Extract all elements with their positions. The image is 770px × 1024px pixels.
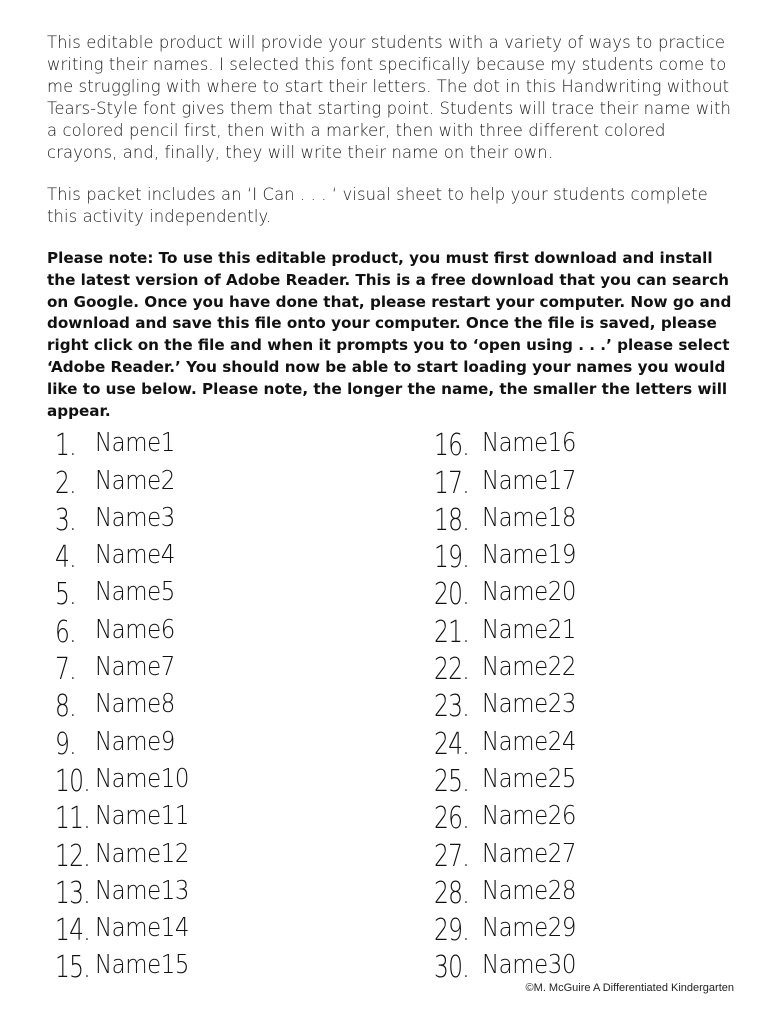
student-name-field[interactable]: Name15 — [95, 950, 189, 981]
intro-paragraph: This editable product will provide your students with a variety of ways to practice writing their names. I selected this font specifically because my students come to me struggling with where to start their letters. The dot in this Handwriting without Tears-Style font gives them that starting point. Students will trace their name with a colored pencil first, then with a marker, then with three different colored crayons, and, finally, they will write their name on their own. — [47, 33, 731, 162]
name-row — [55, 946, 395, 986]
row-number: 20. — [434, 577, 469, 613]
row-number: 1. — [55, 428, 76, 464]
student-name-field[interactable]: Name5 — [95, 577, 175, 608]
row-number: 27. — [434, 838, 469, 874]
name-row — [55, 424, 395, 464]
student-name-field[interactable]: Name28 — [482, 875, 576, 906]
name-row — [434, 946, 770, 986]
row-number: 19. — [434, 540, 469, 576]
student-name-field[interactable]: Name14 — [95, 913, 189, 944]
name-row — [434, 536, 770, 576]
student-name-field[interactable]: Name30 — [482, 950, 576, 981]
name-row — [434, 648, 770, 688]
student-name-field[interactable]: Name12 — [95, 838, 189, 869]
row-number: 4. — [55, 540, 76, 576]
student-name-field[interactable]: Name4 — [95, 540, 175, 571]
row-number: 12. — [55, 838, 90, 874]
student-name-field[interactable]: Name16 — [482, 428, 576, 459]
name-row — [434, 760, 770, 797]
row-number: 15. — [55, 950, 90, 986]
name-row — [55, 499, 395, 536]
student-name-field[interactable]: Name7 — [95, 652, 175, 683]
student-name-field[interactable]: Name19 — [482, 540, 576, 571]
row-number: 17. — [434, 465, 469, 501]
name-row — [55, 610, 395, 650]
row-number: 26. — [434, 801, 469, 837]
student-name-field[interactable]: Name25 — [482, 763, 576, 794]
student-name-field[interactable]: Name21 — [482, 614, 576, 645]
row-number: 14. — [55, 913, 90, 949]
row-number: 6. — [55, 614, 76, 650]
row-number: 10. — [55, 763, 90, 799]
name-row — [434, 461, 770, 501]
student-name-field[interactable]: Name2 — [95, 465, 175, 496]
student-name-field[interactable]: Name23 — [482, 689, 576, 720]
name-row — [55, 648, 395, 688]
student-name-field[interactable]: Name6 — [95, 614, 175, 645]
row-number: 9. — [55, 726, 76, 762]
student-name-field[interactable]: Name22 — [482, 652, 576, 683]
name-row — [434, 909, 770, 949]
student-name-field[interactable]: Name20 — [482, 577, 576, 608]
row-number: 30. — [434, 950, 469, 986]
name-row — [434, 610, 770, 650]
row-number: 29. — [434, 913, 469, 949]
name-row — [434, 722, 770, 762]
row-number: 16. — [434, 428, 469, 464]
student-name-field[interactable]: Name1 — [95, 428, 175, 459]
name-row — [434, 872, 770, 909]
student-name-field[interactable]: Name27 — [482, 838, 576, 869]
student-name-field[interactable]: Name18 — [482, 502, 576, 533]
row-number: 18. — [434, 502, 469, 538]
name-row — [434, 797, 770, 837]
row-number: 24. — [434, 726, 469, 762]
packet-paragraph: This packet includes an ‘I Can . . . ‘ visual sheet to help your students complete this activity independently. — [47, 185, 708, 226]
row-number: 25. — [434, 763, 469, 799]
name-row — [434, 424, 770, 464]
row-number: 23. — [434, 689, 469, 725]
student-name-field[interactable]: Name8 — [95, 689, 175, 720]
name-row — [55, 536, 395, 576]
name-row — [55, 685, 395, 725]
name-row — [55, 461, 395, 501]
student-name-field[interactable]: Name24 — [482, 726, 576, 757]
row-number: 7. — [55, 652, 76, 688]
row-number: 28. — [434, 875, 469, 911]
student-name-field[interactable]: Name9 — [95, 726, 175, 757]
student-name-field[interactable]: Name3 — [95, 502, 175, 533]
install-note: Please note: To use this editable product, you must first download and install the latest version of Adobe Reader. This is a free download that you can search on Google. Once you have done that, please restart your computer. Now go and download and save this file onto your computer. Once the file is saved, please right click on the file and when it prompts you to ‘open using . . .’ please select ‘Adobe Reader.’ You should now be able to start loading your names you would like to use below. Please note, the longer the name, the smaller the letters will appear. — [47, 249, 732, 420]
student-name-field[interactable]: Name11 — [95, 801, 189, 832]
student-name-field[interactable]: Name26 — [482, 801, 576, 832]
row-number: 11. — [55, 801, 90, 837]
student-name-field[interactable]: Name13 — [95, 875, 189, 906]
student-name-field[interactable]: Name10 — [95, 763, 189, 794]
name-row — [434, 685, 770, 725]
names-column-left — [55, 424, 395, 986]
row-number: 13. — [55, 875, 90, 911]
student-name-field[interactable]: Name29 — [482, 913, 576, 944]
name-row — [434, 573, 770, 613]
name-row — [55, 573, 395, 613]
name-row — [55, 872, 395, 909]
row-number: 22. — [434, 652, 469, 688]
row-number: 2. — [55, 465, 76, 501]
name-row — [55, 722, 395, 762]
row-number: 21. — [434, 614, 469, 650]
row-number: 8. — [55, 689, 76, 725]
name-row — [55, 797, 395, 837]
name-row — [55, 909, 395, 949]
name-row — [434, 499, 770, 536]
names-column-right — [434, 424, 770, 986]
row-number: 5. — [55, 577, 76, 613]
row-number: 3. — [55, 502, 76, 538]
name-row — [55, 760, 395, 797]
name-row — [55, 834, 395, 874]
name-row — [434, 834, 770, 874]
copyright-footer: ©M. McGuire A Differentiated Kindergarten — [525, 982, 734, 994]
student-name-field[interactable]: Name17 — [482, 465, 576, 496]
